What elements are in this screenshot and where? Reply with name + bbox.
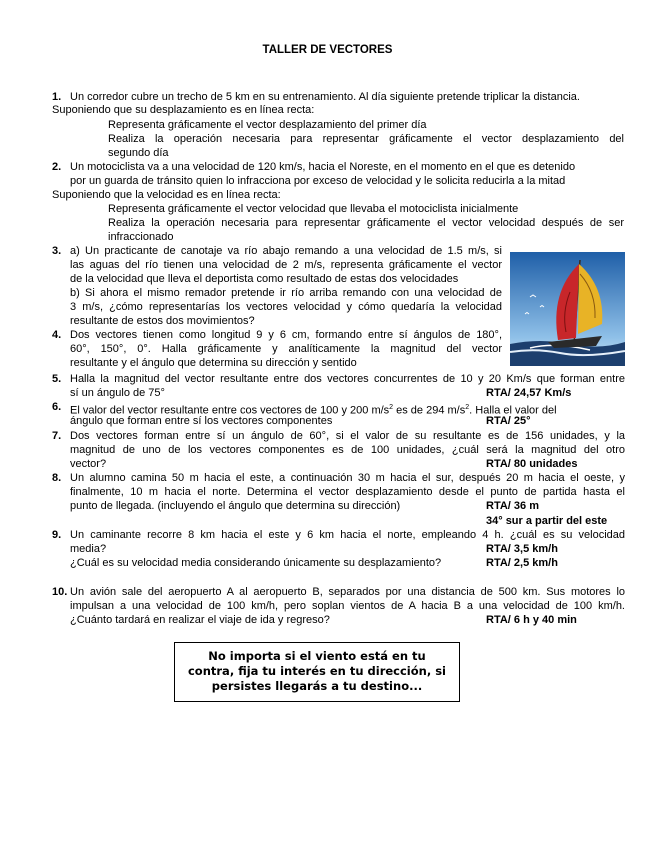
q1-line2: Suponiendo que su desplazamiento es en línea recta: bbox=[52, 104, 315, 116]
q1-number: 1. bbox=[52, 91, 62, 103]
q10-line2: impulsan a una velocidad de 100 km/h, pero soplan vientos de A hacia B a una velocidad de 100 km/h. bbox=[70, 600, 625, 612]
q2-line3: Suponiendo que la velocidad es en línea recta: bbox=[52, 189, 281, 201]
q7-number: 7. bbox=[52, 430, 62, 442]
q1-line4: Realiza la operación necesaria para representar gráficamente el vector desplazamiento del bbox=[108, 133, 624, 145]
q8-number: 8. bbox=[52, 472, 62, 484]
q10-line3: ¿Cuánto tardará en realizar el viaje de ida y regreso? bbox=[70, 614, 330, 626]
q6-line1-part2: es de 294 m/s bbox=[393, 404, 466, 417]
q1-line1: Un corredor cubre un trecho de 5 km en su entrenamiento. Al día siguiente pretende triplicar la distancia. bbox=[70, 91, 580, 103]
q1-line3: Representa gráficamente el vector desplazamiento del primer día bbox=[108, 119, 427, 131]
q9-number: 9. bbox=[52, 529, 62, 541]
q6-number: 6. bbox=[52, 401, 62, 413]
q5-line2: sí un ángulo de 75° bbox=[70, 387, 165, 399]
q4-line2: 60°, 150°, 0°. Halla gráficamente y analíticamente la magnitud del vector bbox=[70, 343, 502, 355]
q8-line1: Un alumno camina 50 m hacia el este, a continuación 30 m hacia el sur, después 20 m hacia el oeste, y bbox=[70, 472, 625, 484]
q2-line5: Realiza la operación necesaria para representar gráficamente el vector velocidad después de ser bbox=[108, 217, 624, 229]
q10-answer: RTA/ 6 h y 40 min bbox=[486, 614, 577, 626]
q8-line2: finalmente, 10 m hacia el norte. Determina el vector desplazamiento desde el punto de partida hasta el bbox=[70, 486, 625, 498]
q7-answer: RTA/ 80 unidades bbox=[486, 458, 578, 470]
q3-line5: 3 m/s, ¿cómo representarías los vectores velocidad y cómo quedaría la velocidad bbox=[70, 301, 502, 313]
q6-answer: RTA/ 25° bbox=[486, 415, 531, 427]
q1-line5: segundo día bbox=[108, 147, 169, 159]
q9-answer2: RTA/ 2,5 km/h bbox=[486, 557, 558, 569]
q7-line2: magnitud de uno de los vectores componentes es de 100 unidades, ¿cuál será la magnitud del otro bbox=[70, 444, 625, 456]
q2-line2: por un guarda de tránsito quien lo infracciona por exceso de velocidad y le solicita reducirla a la mitad bbox=[70, 175, 566, 187]
sailboat-illustration bbox=[510, 252, 625, 366]
q3-line4: b) Si ahora el mismo remador pretende ir río arriba remando con una velocidad de bbox=[70, 287, 502, 299]
q3-line6: resultante de estos dos movimientos? bbox=[70, 315, 255, 327]
q8-answer-direction: 34° sur a partir del este bbox=[486, 515, 608, 527]
q3-number: 3. bbox=[52, 245, 62, 257]
q5-answer: RTA/ 24,57 Km/s bbox=[486, 387, 572, 399]
q4-number: 4. bbox=[52, 329, 62, 341]
q9-line3: ¿Cuál es su velocidad media considerando únicamente su desplazamiento? bbox=[70, 557, 442, 569]
q4-line3: resultante y el ángulo que determina su dirección y sentido bbox=[70, 357, 357, 369]
q2-line1: Un motociclista va a una velocidad de 120 km/s, hacia el Noreste, en el momento en el que es detenido bbox=[70, 161, 576, 173]
quote-line1: No importa si el viento está en tu bbox=[208, 649, 426, 663]
q6-sup1: 2 bbox=[389, 404, 394, 411]
q4-line1: Dos vectores tienen como longitud 9 y 6 cm, formando entre sí ángulos de 180°, bbox=[70, 329, 502, 341]
q5-line1: Halla la magnitud del vector resultante entre dos vectores concurrentes de 10 y 20 Km/s que forman entre bbox=[70, 373, 625, 385]
q10-line1: Un avión sale del aeropuerto A al aeropuerto B, separados por una distancia de 500 km. Sus motores lo bbox=[70, 586, 625, 598]
q10-number: 10. bbox=[52, 586, 68, 598]
q8-line3: punto de llegada. (incluyendo el ángulo que determina su dirección) bbox=[70, 500, 401, 512]
q9-line2: media? bbox=[70, 543, 107, 555]
q6-line1-part1: El valor del vector resultante entre cos vectores de 100 y 200 m/s bbox=[70, 404, 390, 417]
document-title: TALLER DE VECTORES bbox=[262, 44, 393, 56]
q2-number: 2. bbox=[52, 161, 62, 173]
q3-line3: de la velocidad que lleva el deportista como resultado de estas dos velocidades bbox=[70, 273, 459, 285]
q7-line1: Dos vectores forman entre sí un ángulo de 60°, si el valor de su resultante es de 156 unidades, y la bbox=[70, 430, 625, 442]
q2-line4: Representa gráficamente el vector velocidad que llevaba el motociclista inicialmente bbox=[108, 203, 519, 215]
q7-line3: vector? bbox=[70, 458, 107, 470]
q6-sup2: 2 bbox=[465, 404, 470, 411]
q2-line6: infraccionado bbox=[108, 231, 174, 243]
q6-line2: ángulo que forman entre sí los vectores componentes bbox=[70, 415, 333, 427]
q9-line1: Un caminante recorre 8 km hacia el este y 6 km hacia el norte, empleando 4 h. ¿cuál es su velocidad bbox=[70, 529, 625, 541]
q3-line1: a) Un practicante de canotaje va río abajo remando a una velocidad de 1.5 m/s, si bbox=[70, 245, 502, 257]
motivational-quote-box bbox=[174, 642, 460, 702]
quote-line3: persistes llegarás a tu destino... bbox=[211, 679, 423, 693]
q8-answer-magnitude: RTA/ 36 m bbox=[486, 500, 539, 512]
q5-number: 5. bbox=[52, 373, 62, 385]
q6-line1-part3: . Halla el valor del bbox=[469, 404, 557, 417]
quote-line2: contra, fija tu interés en tu dirección, si bbox=[187, 664, 446, 678]
q9-answer1: RTA/ 3,5 km/h bbox=[486, 543, 558, 555]
q3-line2: las aguas del río tienen una velocidad de 2 m/s, representa gráficamente el vector bbox=[70, 259, 502, 271]
